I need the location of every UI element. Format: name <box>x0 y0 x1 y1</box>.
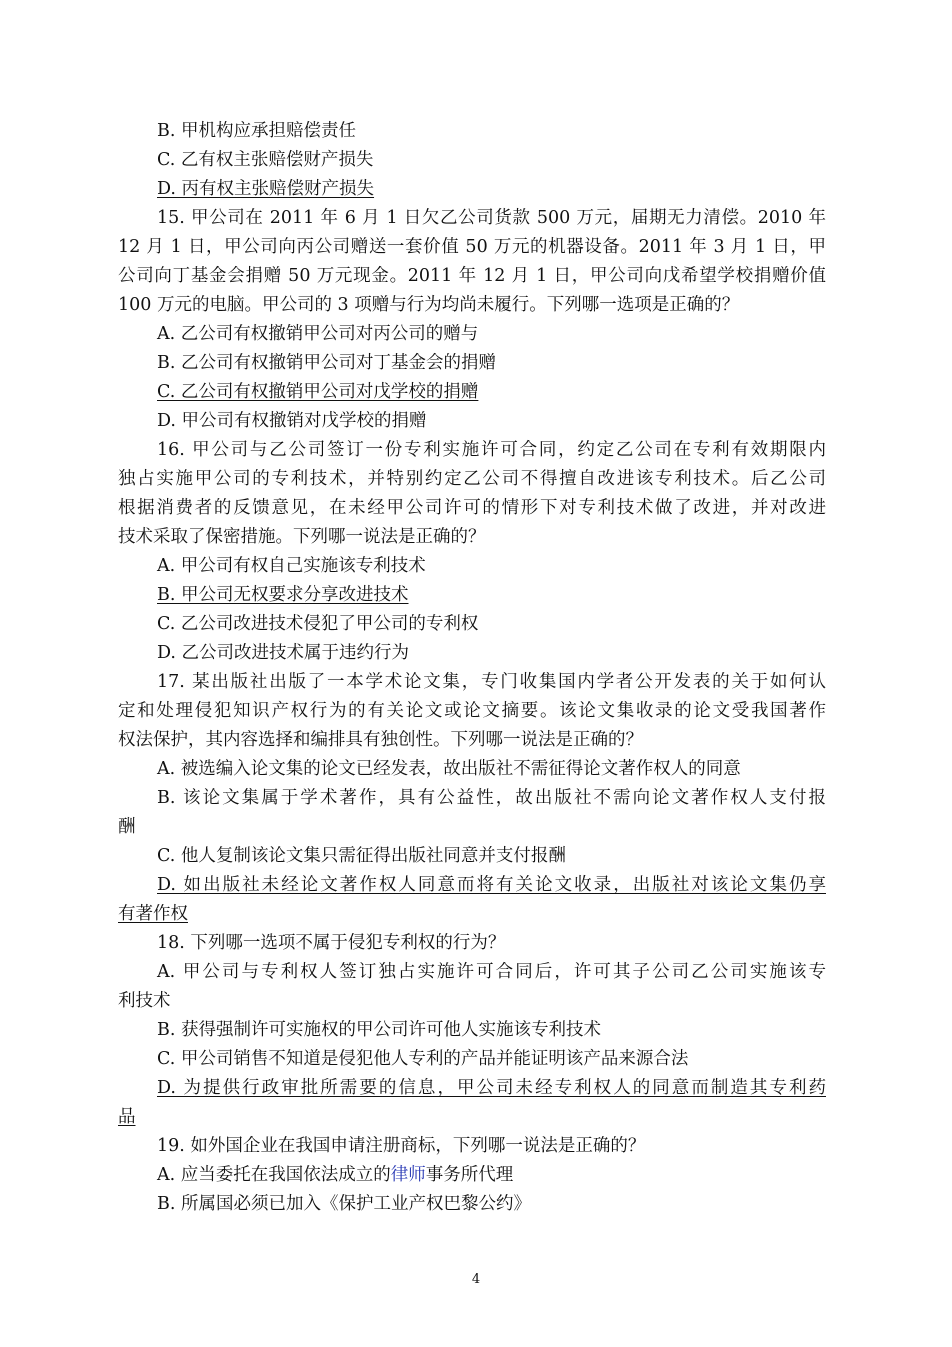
q16-stem-line-1: 16. 甲公司与乙公司签订一份专利实施许可合同，约定乙公司在专利有效期限内 <box>157 440 826 460</box>
q18-option-a-line-1: A. 甲公司与专利权人签订独占实施许可合同后，许可其子公司乙公司实施该专 <box>157 962 826 982</box>
q16-option-a: A. 甲公司有权自己实施该专利技术 <box>157 556 426 576</box>
q16-option-c: C. 乙公司改进技术侵犯了甲公司的专利权 <box>157 614 479 634</box>
q16-option-b-answer: B. 甲公司无权要求分享改进技术 <box>157 585 409 605</box>
q19-option-a <box>157 1161 513 1190</box>
q19-option-a-text-pre: A. 应当委托在我国依法成立的 <box>157 1165 391 1185</box>
q16-option-d: D. 乙公司改进技术属于违约行为 <box>157 643 410 663</box>
q15-option-b: B. 乙公司有权撤销甲公司对丁基金会的捐赠 <box>157 353 496 373</box>
q17-option-d-answer-line-1: D. 如出版社未经论文著作权人同意而将有关论文收录，出版社对该论文集仍享 <box>157 875 826 895</box>
q15-stem-line-2: 12 月 1 日，甲公司向丙公司赠送一套价值 50 万元的机器设备。2011 年 3 月 1 日，甲 <box>118 237 826 257</box>
q17-stem-line-1: 17. 某出版社出版了一本学术论文集，专门收集国内学者公开发表的关于如何认 <box>157 672 826 692</box>
q17-option-b-line-1: B. 该论文集属于学术著作，具有公益性，故出版社不需向论文著作权人支付报 <box>157 788 826 808</box>
q17-option-a: A. 被选编入论文集的论文已经发表，故出版社不需征得论文著作权人的同意 <box>157 759 741 779</box>
q19-option-b: B. 所属国必须已加入《保护工业产权巴黎公约》 <box>157 1194 531 1214</box>
q16-stem-line-4: 技术采取了保密措施。下列哪一说法是正确的？ <box>118 527 486 547</box>
q16-stem-line-3: 根据消费者的反馈意见，在未经甲公司许可的情形下对专利技术做了改进，并对改进 <box>118 498 826 518</box>
q18-option-d-answer-line-1: D. 为提供行政审批所需要的信息，甲公司未经专利权人的同意而制造其专利药 <box>157 1078 826 1098</box>
q19-stem: 19. 如外国企业在我国申请注册商标，下列哪一说法是正确的？ <box>157 1136 646 1156</box>
q15-stem-line-4: 100 万元的电脑。甲公司的 3 项赠与行为均尚未履行。下列哪一选项是正确的？ <box>118 295 740 315</box>
q15-option-d: D. 甲公司有权撤销对戊学校的捐赠 <box>157 411 427 431</box>
page-number: 4 <box>471 1272 481 1287</box>
q15-option-a: A. 乙公司有权撤销甲公司对丙公司的赠与 <box>157 324 479 344</box>
q17-option-c: C. 他人复制该论文集只需征得出版社同意并支付报酬 <box>157 846 566 866</box>
q15-stem-line-3: 公司向丁基金会捐赠 50 万元现金。2011 年 12 月 1 日，甲公司向戊希望学校捐赠价值 <box>118 266 826 286</box>
q16-stem-line-2: 独占实施甲公司的专利技术，并特别约定乙公司不得擅自改进该专利技术。后乙公司 <box>118 469 826 489</box>
q14-option-d-answer: D. 丙有权主张赔偿财产损失 <box>157 179 375 199</box>
q18-option-c: C. 甲公司销售不知道是侵犯他人专利的产品并能证明该产品来源合法 <box>157 1049 689 1069</box>
q18-option-b: B. 获得强制许可实施权的甲公司许可他人实施该专利技术 <box>157 1020 601 1040</box>
q17-stem-line-3: 权法保护，其内容选择和编排具有独创性。下列哪一说法是正确的？ <box>118 730 643 750</box>
q14-option-c: C. 乙有权主张赔偿财产损失 <box>157 150 374 170</box>
q17-option-b-line-2: 酬 <box>118 817 136 837</box>
q14-option-b: B. 甲机构应承担赔偿责任 <box>157 121 356 141</box>
q19-option-a-text-post: 事务所代理 <box>425 1165 514 1185</box>
q17-stem-line-2: 定和处理侵犯知识产权行为的有关论文或论文摘要。该论文集收录的论文受我国著作 <box>118 701 826 721</box>
q15-stem-line-1: 15. 甲公司在 2011 年 6 月 1 日欠乙公司货款 500 万元，届期无力清偿。2010 年 <box>157 208 826 228</box>
q18-stem: 18. 下列哪一选项不属于侵犯专利权的行为？ <box>157 933 506 953</box>
q18-option-d-answer-line-2: 品 <box>118 1107 136 1127</box>
q18-option-a-line-2: 利技术 <box>118 991 171 1011</box>
q15-option-c-answer: C. 乙公司有权撤销甲公司对戊学校的捐赠 <box>157 382 479 402</box>
lawyer-link[interactable]: 律师 <box>390 1165 426 1185</box>
q17-option-d-answer-line-2: 有著作权 <box>118 904 188 924</box>
